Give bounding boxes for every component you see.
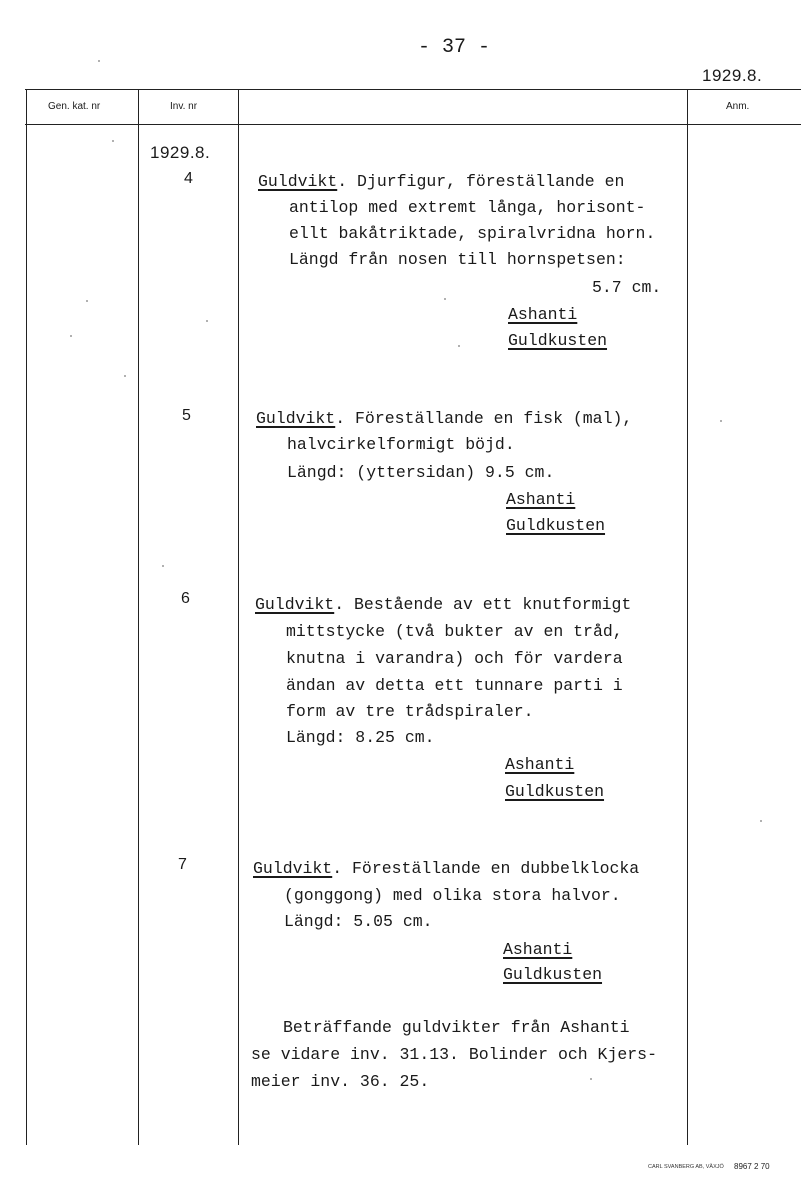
note-line: se vidare inv. 31.13. Bolinder och Kjers- [251,1045,657,1064]
left-border [26,89,27,1145]
inv-divider [238,89,239,1145]
entry-line: halvcirkelformigt böjd. [287,435,515,454]
note-line: Beträffande guldvikter från Ashanti [283,1018,630,1037]
entry-number: 6 [181,590,190,607]
entry-line: Guldvikt. Bestående av ett knutformigt [255,595,632,614]
entry-text: Föreställande en fisk (mal), [355,409,633,428]
scan-speck [112,140,114,142]
entry-line: Längd: (yttersidan) 9.5 cm. [287,463,555,482]
entry-title: Guldvikt [258,172,338,191]
top-rule [25,89,801,90]
page-number: - 37 - [418,36,491,59]
entry-line: Guldvikt. Föreställande en fisk (mal), [256,409,633,428]
entry-place: Ashanti [505,755,575,774]
year-header: 1929.8. [702,66,763,85]
entry-title: Guldvikt [255,595,335,614]
scan-speck [720,420,722,422]
entry-text: Bestående av ett knutformigt [354,595,632,614]
entry-place: Ashanti [508,305,578,324]
inventory-year: 1929.8. [150,143,211,162]
scan-speck [458,345,460,347]
note-line: meier inv. 36. 25. [251,1072,430,1091]
column-header-inv: Inv. nr [170,101,198,112]
entry-line: form av tre trådspiraler. [286,702,534,721]
entry-line: antilop med extremt långa, horisont- [289,198,646,217]
scan-speck [444,298,446,300]
entry-line: mittstycke (två bukter av en tråd, [286,622,623,641]
entry-line: Längd från nosen till hornspetsen: [289,250,626,269]
entry-number: 4 [184,170,193,187]
entry-line: knutna i varandra) och för vardera [286,649,623,668]
entry-line: ellt bakåtriktade, spiralvridna horn. [289,224,656,243]
entry-line: ändan av detta ett tunnare parti i [286,676,623,695]
entry-text: Djurfigur, föreställande en [357,172,625,191]
entry-place: Ashanti [503,940,573,959]
header-rule [25,124,801,125]
scan-speck [86,300,88,302]
entry-line: (gonggong) med olika stora halvor. [284,886,621,905]
entry-place: Ashanti [506,490,576,509]
scan-speck [590,1078,592,1080]
entry-region: Guldkusten [506,516,606,535]
scan-speck [98,60,100,62]
scan-speck [162,565,164,567]
entry-line: Längd: 5.05 cm. [284,912,433,931]
gen-kat-divider [138,89,139,1145]
printer-mark: CARL SVANBERG AB, VÄXJÖ [648,1164,724,1170]
entry-line: Längd: 8.25 cm. [286,728,435,747]
entry-number: 7 [178,856,187,873]
entry-title: Guldvikt [253,859,333,878]
entry-text: Föreställande en dubbelklocka [352,859,640,878]
entry-title: Guldvikt [256,409,336,428]
column-header-anm: Anm. [726,101,750,112]
entry-region: Guldkusten [503,965,603,984]
form-number: 8967 2 70 [734,1162,770,1171]
scan-speck [70,335,72,337]
entry-line: Guldvikt. Föreställande en dubbelklocka [253,859,640,878]
entry-number: 5 [182,407,191,424]
entry-region: Guldkusten [508,331,608,350]
scan-speck [124,375,126,377]
scan-speck [760,820,762,822]
entry-line: Guldvikt. Djurfigur, föreställande en [258,172,625,191]
anm-divider [687,89,688,1145]
column-header-gen-kat: Gen. kat. nr [48,101,101,112]
entry-region: Guldkusten [505,782,605,801]
entry-line: 5.7 cm. [592,278,662,297]
scan-speck [206,320,208,322]
